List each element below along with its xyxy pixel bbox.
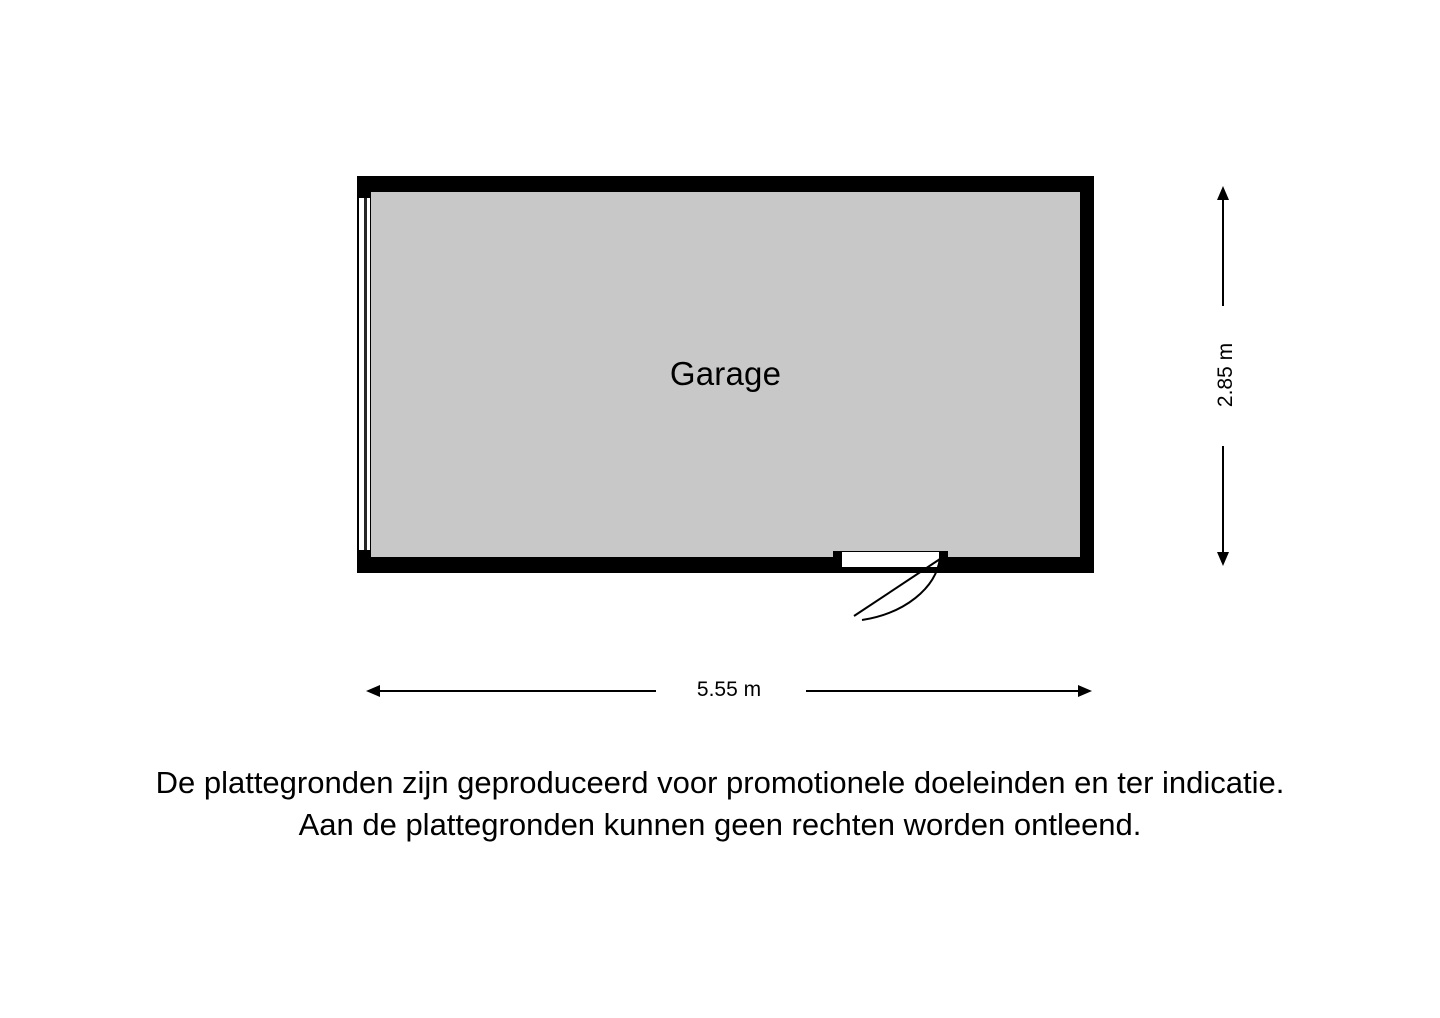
dimension-label-width-text: 5.55 m bbox=[685, 678, 773, 701]
dimension-label-height bbox=[1206, 300, 1246, 450]
disclaimer-text bbox=[0, 762, 1440, 846]
disclaimer-line-1: De plattegronden zijn geproduceerd voor promotionele doeleinden en ter indicatie. bbox=[155, 765, 1285, 800]
room-label-garage: Garage bbox=[669, 355, 782, 392]
dimension-label-height-text: 2.85 m bbox=[1214, 342, 1238, 408]
dimension-label-width bbox=[366, 678, 1092, 702]
door-swing-icon bbox=[840, 558, 950, 628]
disclaimer-line-2: Aan de plattegronden kunnen geen rechten worden ontleend. bbox=[298, 807, 1142, 842]
